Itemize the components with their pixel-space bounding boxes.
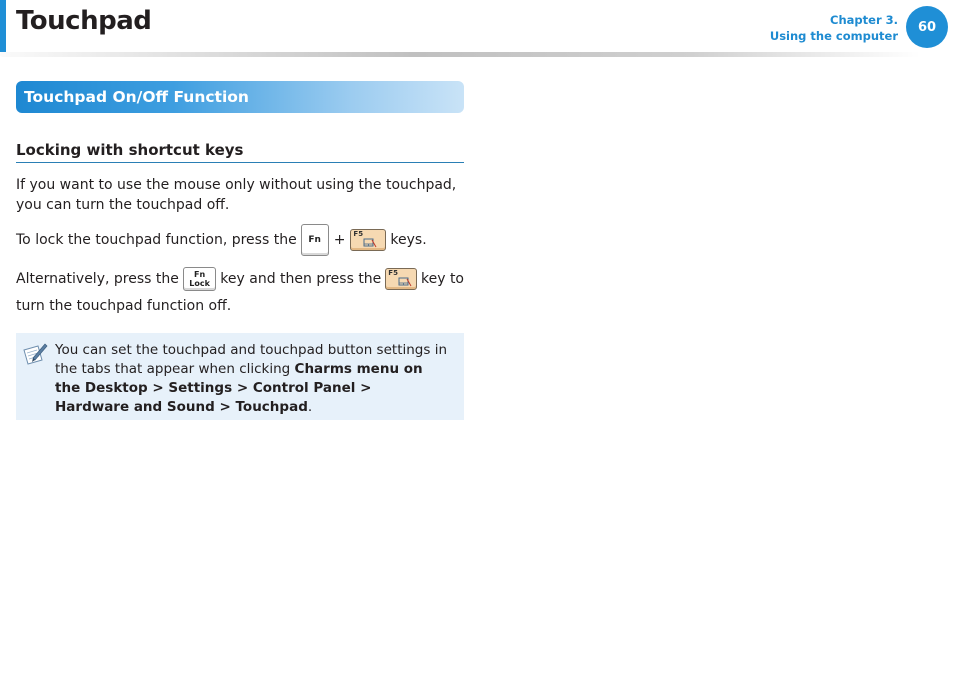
chapter-label: Chapter 3. (830, 13, 898, 27)
paragraph-alternative (16, 266, 464, 319)
note-text (55, 341, 448, 417)
plus-sign: + (333, 232, 346, 248)
paragraph-lock-shortcut (16, 223, 464, 257)
section-banner (16, 81, 464, 113)
note-box (16, 333, 464, 420)
alt-text-middle: key and then press the (220, 271, 382, 287)
f5-key-second-label: F5 (388, 269, 398, 277)
alt-text-before: Alternatively, press the (16, 271, 179, 287)
note-text-bold-path: Charms menu on the Desktop > Settings > Control Panel > Hardware and Sound > Touchpad (55, 361, 423, 415)
f5-key (350, 229, 386, 251)
lock-text-after: keys. (390, 232, 427, 248)
lock-text-before: To lock the touchpad function, press the (16, 232, 297, 248)
f5-key-label: F5 (353, 230, 364, 238)
paragraph-intro: If you want to use the mouse only without using the touchpad, you can turn the touchpad off. (16, 177, 457, 213)
note-text-plain: You can set the touchpad and touchpad button settings in the tabs that appear when clicking (55, 342, 447, 377)
f5-key-second (385, 268, 417, 290)
page-title: Touchpad (16, 6, 152, 36)
pen-note-icon (21, 341, 49, 367)
touchpad-icon (363, 238, 377, 248)
header-rule (0, 52, 920, 57)
touchpad-icon (398, 277, 412, 287)
fn-lock-key-top: Fn (193, 270, 206, 279)
page-number-badge: 60 (906, 6, 948, 48)
fn-key: Fn (301, 224, 329, 256)
alternative-line-2 (16, 293, 464, 319)
note-text-end: . (307, 399, 313, 415)
alternative-line-1 (16, 266, 464, 292)
section-banner-title: Touchpad On/Off Function (24, 88, 249, 106)
alt-text-after: key to (420, 271, 464, 287)
fn-lock-key-bottom: Lock (189, 279, 210, 288)
chapter-subtitle: Using the computer (769, 29, 898, 43)
subheading: Locking with shortcut keys (16, 141, 464, 163)
fn-lock-key (183, 267, 216, 291)
alt-text-line2: turn the touchpad function off. (16, 298, 232, 314)
header-accent-bar (0, 0, 6, 52)
chapter-block (770, 12, 898, 44)
